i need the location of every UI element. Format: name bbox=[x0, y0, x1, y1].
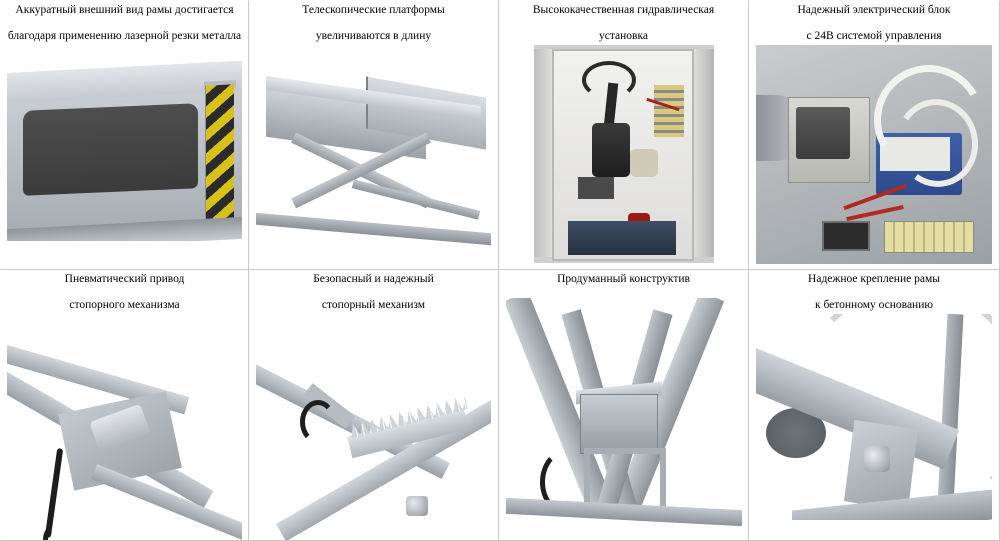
caption-line: Телескопические платформы bbox=[302, 4, 445, 16]
caption-line: стопорного механизма bbox=[69, 299, 180, 311]
gallery-cell-pneumatic-drive bbox=[0, 270, 249, 541]
pivot-bolt bbox=[406, 496, 428, 516]
photo-wrap bbox=[249, 314, 498, 540]
cabinet-door-left bbox=[534, 49, 554, 257]
caption-safety-lock bbox=[249, 270, 498, 314]
concrete-floor bbox=[756, 520, 992, 540]
caption-line: благодаря применению лазерной резки металла bbox=[7, 30, 242, 42]
oil-tank bbox=[568, 221, 676, 255]
floor-area bbox=[7, 241, 242, 260]
gallery-cell-electrical-unit bbox=[749, 0, 1000, 270]
base-frame bbox=[256, 213, 491, 246]
photo-wrap bbox=[749, 314, 999, 540]
photo-telescopic-platform bbox=[256, 45, 491, 260]
photo-scissor-structure bbox=[506, 298, 742, 526]
gallery-cell-frame-anchoring bbox=[749, 270, 1000, 541]
gallery-cell-frame-laser-cutting bbox=[0, 0, 249, 270]
caption-line: Пневматический привод bbox=[64, 273, 185, 285]
terminal-strip bbox=[884, 221, 974, 253]
terminal-strip bbox=[654, 85, 684, 137]
scissor-arm bbox=[352, 179, 480, 219]
frame-dark-panel bbox=[23, 103, 198, 196]
gallery-cell-telescopic-platforms bbox=[249, 0, 499, 270]
caption-electrical-unit bbox=[749, 1, 999, 45]
caption-line: Безопасный и надежный bbox=[313, 273, 434, 285]
caption-line: с 24В системой управления bbox=[806, 30, 942, 42]
photo-frame-edge bbox=[7, 45, 242, 260]
photo-pneumatic-drive bbox=[7, 314, 242, 540]
photo-wrap bbox=[249, 45, 498, 269]
photo-wrap bbox=[499, 45, 748, 269]
photo-wrap bbox=[499, 298, 748, 540]
photo-safety-lock bbox=[256, 314, 491, 540]
caption-line: Надежное крепление рамы bbox=[808, 273, 940, 285]
photo-frame-anchor bbox=[756, 314, 992, 540]
contactor bbox=[796, 107, 850, 159]
caption-line: Аккуратный внешний вид рамы достигается bbox=[15, 4, 234, 16]
black-junction-box bbox=[822, 221, 870, 251]
photo-wrap bbox=[1, 314, 248, 540]
caption-line: Продуманный конструктив bbox=[557, 273, 690, 285]
photo-wrap bbox=[749, 45, 999, 269]
caption-line: увеличиваются в длину bbox=[315, 30, 432, 42]
caption-pneumatic-drive bbox=[1, 270, 248, 314]
gallery-cell-structural-design bbox=[499, 270, 749, 541]
anchor-bolt bbox=[864, 446, 890, 472]
gallery-cell-safety-lock bbox=[249, 270, 499, 541]
center-housing bbox=[580, 394, 658, 454]
gallery-cell-hydraulic-unit bbox=[499, 0, 749, 270]
caption-line: к бетонному основанию bbox=[815, 299, 933, 311]
hydraulic-valve bbox=[630, 149, 658, 177]
air-hose-end bbox=[300, 400, 336, 444]
caption-frame-laser-cutting bbox=[1, 1, 248, 45]
caption-structural-design bbox=[499, 270, 748, 298]
warning-stripe bbox=[205, 84, 234, 236]
photo-wrap bbox=[1, 45, 248, 269]
photo-electrical-box bbox=[756, 45, 992, 264]
caption-hydraulic-unit bbox=[499, 1, 748, 45]
caption-line: Высококачественная гидравлическая bbox=[532, 4, 715, 16]
photo-hydraulic-cabinet bbox=[534, 45, 714, 263]
caption-line: установка bbox=[599, 30, 648, 42]
caption-line: стопорный механизм bbox=[321, 299, 426, 311]
caption-telescopic-platforms bbox=[249, 1, 498, 45]
caption-line: Надежный электрический блок bbox=[797, 4, 951, 16]
connector-block bbox=[578, 177, 614, 199]
hydraulic-motor bbox=[592, 123, 630, 177]
caption-frame-anchoring bbox=[749, 270, 999, 314]
